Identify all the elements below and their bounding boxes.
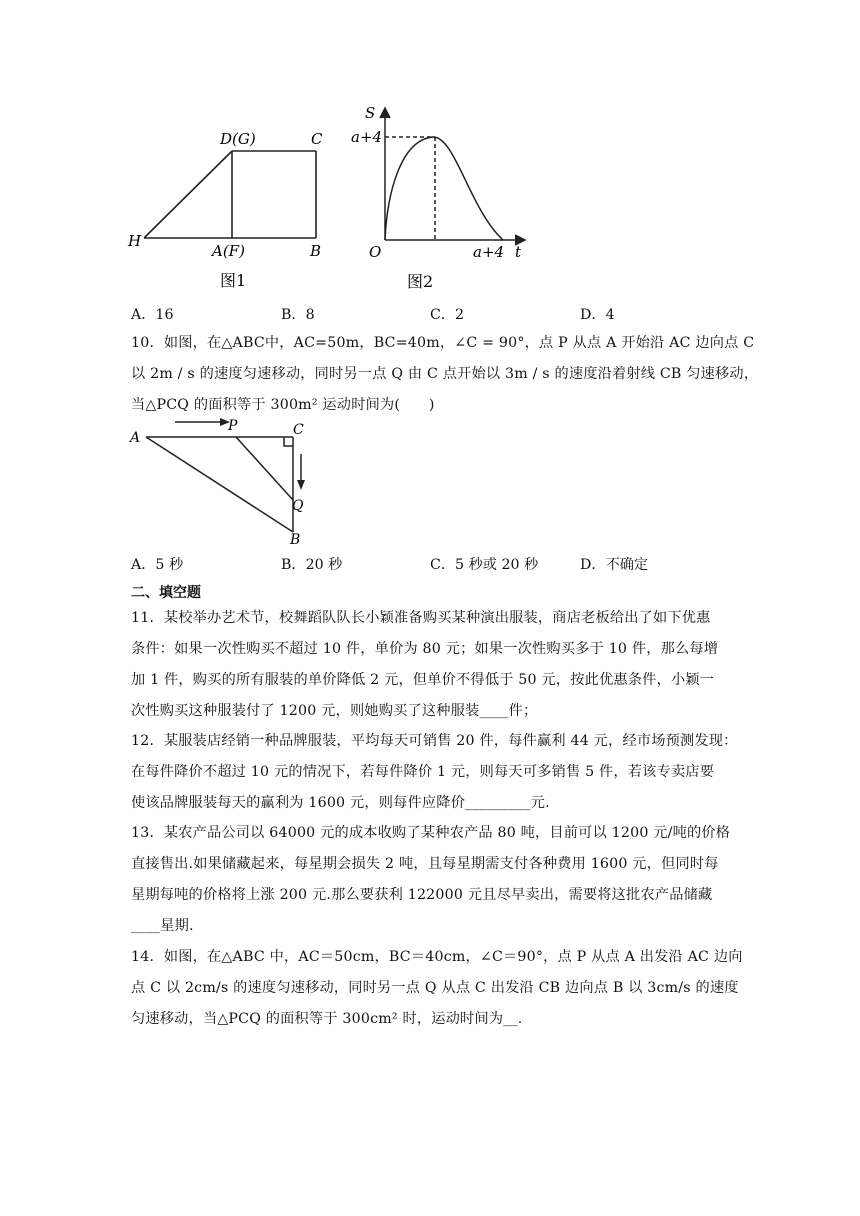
q9-option-a: A．16 (131, 307, 174, 323)
fig2-label-a4-y: a+4 (351, 128, 383, 146)
q10-line-3: 当△PCQ 的面积等于 300m² 运动时间为( ) (131, 397, 435, 413)
q10-fig-label-q: Q (292, 498, 304, 514)
fig1-label-d: D(G) (220, 130, 256, 148)
fig2-label-s: S (365, 104, 376, 122)
fig1-label-a: A(F) (212, 242, 245, 260)
q9-option-d: D．4 (580, 307, 615, 323)
q9-option-b: B．8 (281, 307, 315, 323)
fig2-caption: 图2 (407, 272, 434, 291)
q14-line-1: 14．如图，在△ABC 中，AC＝50cm，BC＝40cm，∠C＝90°，点 P 从点 A 出发沿 AC 边向 (131, 949, 743, 965)
fig2-label-t: t (515, 243, 522, 261)
q10-line-2: 以 2m / s 的速度匀速移动，同时另一点 Q 由 C 点开始以 3m / s 的速度沿着射线 CB 匀速移动， (131, 366, 759, 382)
q12-line-2: 在每件降价不超过 10 元的情况下，若每件降价 1 元，则每天可多销售 5 件，若该专卖店要 (131, 764, 715, 780)
figure-2 (345, 100, 535, 300)
q10-triangle-figure (120, 412, 320, 552)
fig1-label-h: H (128, 232, 142, 250)
q12-line-3: 使该品牌服装每天的赢利为 1600 元，则每件应降价_________元. (131, 795, 550, 811)
q13-line-3: 星期每吨的价格将上涨 200 元.那么要获利 122000 元且尽早卖出，需要将这批农产品储藏 (131, 887, 713, 903)
q10-option-a: A．5 秒 (131, 557, 184, 573)
q14-line-3: 匀速移动，当△PCQ 的面积等于 300cm² 时，运动时间为__. (131, 1011, 523, 1027)
q10-line-1: 10．如图，在△ABC中，AC=50m，BC=40m，∠C = 90°，点 P 从点 A 开始沿 AC 边向点 C (131, 335, 755, 351)
q10-fig-label-p: P (228, 418, 238, 434)
figure-1 (120, 118, 340, 298)
fig2-label-o: O (369, 243, 382, 261)
q9-option-c: C．2 (430, 307, 465, 323)
q10-fig-label-b: B (290, 532, 301, 548)
fig2-label-a4-x: a+4 (473, 243, 505, 261)
section-heading: 二、填空题 (131, 585, 201, 601)
fig1-label-b: B (310, 242, 322, 260)
q10-fig-label-c: C (293, 422, 304, 438)
q11-line-3: 加 1 件，购买的所有服装的单价降低 2 元，但单价不得低于 50 元，按此优惠条件，小颖一 (131, 672, 715, 688)
q10-option-c: C．5 秒或 20 秒 (430, 557, 539, 573)
q12-line-1: 12．某服装店经销一种品牌服装，平均每天可销售 20 件，每件赢利 44 元，经市场预测发现： (131, 733, 738, 749)
fig1-label-c: C (311, 130, 323, 148)
q10-option-b: B．20 秒 (281, 557, 343, 573)
q13-line-4: ____星期. (131, 918, 194, 934)
q14-line-2: 点 C 以 2cm/s 的速度匀速移动，同时另一点 Q 从点 C 出发沿 CB 边向点 B 以 3cm/s 的速度 (131, 980, 739, 996)
q11-line-1: 11．某校举办艺术节，校舞蹈队队长小颖准备购买某种演出服装，商店老板给出了如下优惠 (131, 610, 711, 626)
q11-line-4: 次性购买这种服装付了 1200 元，则她购买了这种服装____件； (131, 703, 538, 719)
q10-fig-label-a: A (130, 430, 141, 446)
q11-line-2: 条件：如果一次性购买不超过 10 件，单价为 80 元；如果一次性购买多于 10 件，那么每增 (131, 641, 719, 657)
q13-line-2: 直接售出.如果储藏起来，每星期会损失 2 吨，且每星期需支付各种费用 1600 元，但同时每 (131, 856, 719, 872)
q10-option-d: D．不确定 (580, 557, 649, 573)
q13-line-1: 13．某农产品公司以 64000 元的成本收购了某种农产品 80 吨，目前可以 1200 元/吨的价格 (131, 825, 731, 841)
fig1-caption: 图1 (220, 271, 247, 290)
